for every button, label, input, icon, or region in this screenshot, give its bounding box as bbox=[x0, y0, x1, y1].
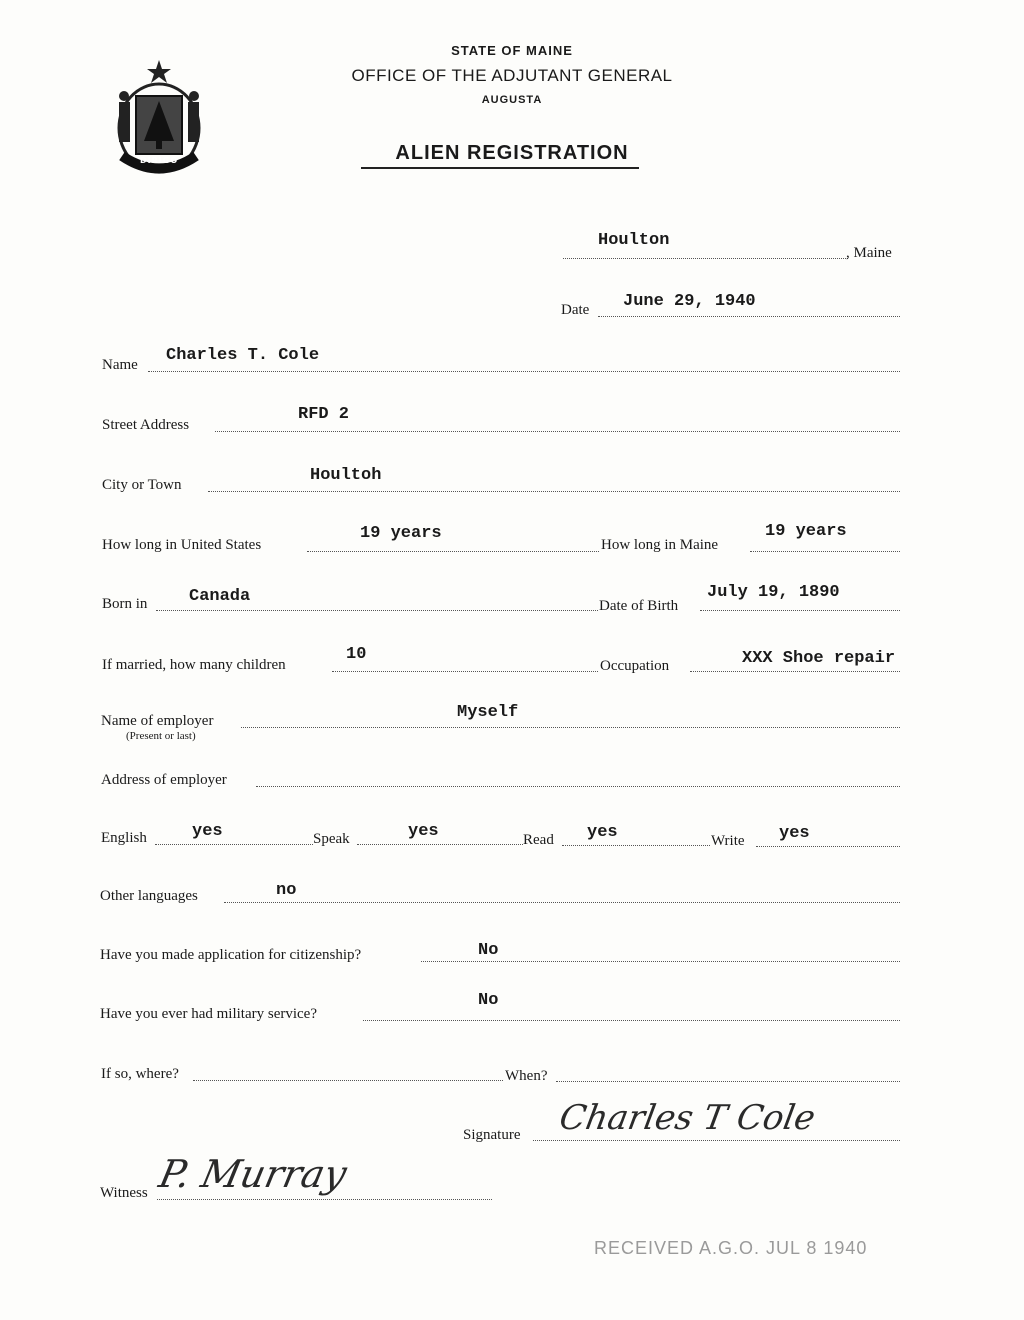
city-line bbox=[208, 491, 900, 492]
children-label: If married, how many children bbox=[102, 657, 286, 673]
header-state: STATE OF MAINE bbox=[451, 43, 573, 58]
speak-value: yes bbox=[408, 822, 439, 841]
english-line bbox=[155, 844, 313, 845]
me-duration-value: 19 years bbox=[765, 522, 847, 541]
location-value: Houlton bbox=[598, 231, 670, 250]
signature-line bbox=[533, 1140, 900, 1141]
witness-signature: P. Murray bbox=[155, 1152, 351, 1196]
date-value: June 29, 1940 bbox=[623, 292, 756, 311]
employer-address-line bbox=[256, 786, 900, 787]
date-label: Date bbox=[561, 302, 590, 318]
header-city: AUGUSTA bbox=[481, 94, 543, 106]
read-line bbox=[562, 845, 710, 846]
seal-motto: DIRIGO bbox=[140, 156, 179, 165]
children-line bbox=[332, 671, 598, 672]
speak-label: Speak bbox=[313, 831, 350, 847]
citizenship-line bbox=[421, 961, 900, 962]
name-line bbox=[148, 371, 900, 372]
where-label: If so, where? bbox=[101, 1066, 179, 1082]
name-value: Charles T. Cole bbox=[166, 346, 320, 365]
witness-label: Witness bbox=[100, 1185, 148, 1201]
occupation-label: Occupation bbox=[600, 658, 670, 674]
witness-line bbox=[157, 1199, 492, 1200]
location-line bbox=[563, 258, 848, 259]
page-title: ALIEN REGISTRATION bbox=[395, 142, 629, 164]
city-label: City or Town bbox=[102, 477, 182, 493]
street-line bbox=[215, 431, 900, 432]
write-line bbox=[756, 846, 900, 847]
when-label: When? bbox=[505, 1068, 548, 1084]
location-suffix: , Maine bbox=[846, 245, 892, 261]
other-languages-line bbox=[224, 902, 900, 903]
english-label: English bbox=[101, 830, 147, 846]
speak-line bbox=[357, 844, 523, 845]
born-line bbox=[156, 610, 598, 611]
born-value: Canada bbox=[189, 587, 251, 606]
signature-label: Signature bbox=[463, 1127, 521, 1143]
military-label: Have you ever had military service? bbox=[100, 1006, 317, 1022]
employer-sublabel: (Present or last) bbox=[126, 730, 196, 742]
street-label: Street Address bbox=[102, 417, 190, 433]
born-label: Born in bbox=[102, 596, 148, 612]
name-label: Name bbox=[102, 357, 138, 373]
employer-label: Name of employer bbox=[101, 713, 214, 729]
employer-value: Myself bbox=[457, 703, 519, 722]
employer-line bbox=[241, 727, 900, 728]
dob-value: July 19, 1890 bbox=[707, 583, 840, 602]
write-label: Write bbox=[711, 833, 745, 849]
other-languages-label: Other languages bbox=[100, 888, 198, 904]
dob-line bbox=[700, 610, 900, 611]
us-duration-label: How long in United States bbox=[102, 537, 262, 553]
dob-label: Date of Birth bbox=[599, 598, 679, 614]
date-line bbox=[598, 316, 900, 317]
me-duration-line bbox=[750, 551, 900, 552]
citizenship-label: Have you made application for citizenship? bbox=[100, 947, 362, 963]
received-stamp: RECEIVED A.G.O. JUL 8 1940 bbox=[594, 1238, 868, 1258]
employer-address-label: Address of employer bbox=[101, 772, 227, 788]
when-line bbox=[556, 1081, 900, 1082]
header-office: OFFICE OF THE ADJUTANT GENERAL bbox=[351, 66, 673, 85]
where-line bbox=[193, 1080, 503, 1081]
occupation-line bbox=[690, 671, 900, 672]
children-value: 10 bbox=[346, 645, 367, 664]
us-duration-value: 19 years bbox=[360, 524, 442, 543]
city-value: Houltoh bbox=[310, 466, 382, 485]
us-duration-line bbox=[307, 551, 599, 552]
occupation-value: XXX Shoe repair bbox=[742, 649, 896, 668]
other-languages-value: no bbox=[276, 881, 297, 900]
read-value: yes bbox=[587, 823, 618, 842]
military-value: No bbox=[478, 991, 499, 1010]
citizenship-value: No bbox=[478, 941, 499, 960]
me-duration-label: How long in Maine bbox=[601, 537, 719, 553]
military-line bbox=[363, 1020, 900, 1021]
write-value: yes bbox=[779, 824, 810, 843]
street-value: RFD 2 bbox=[298, 405, 350, 424]
read-label: Read bbox=[523, 832, 554, 848]
title-underline bbox=[361, 167, 639, 169]
english-value: yes bbox=[192, 822, 223, 841]
signature-value: Charles T Cole bbox=[556, 1098, 819, 1138]
